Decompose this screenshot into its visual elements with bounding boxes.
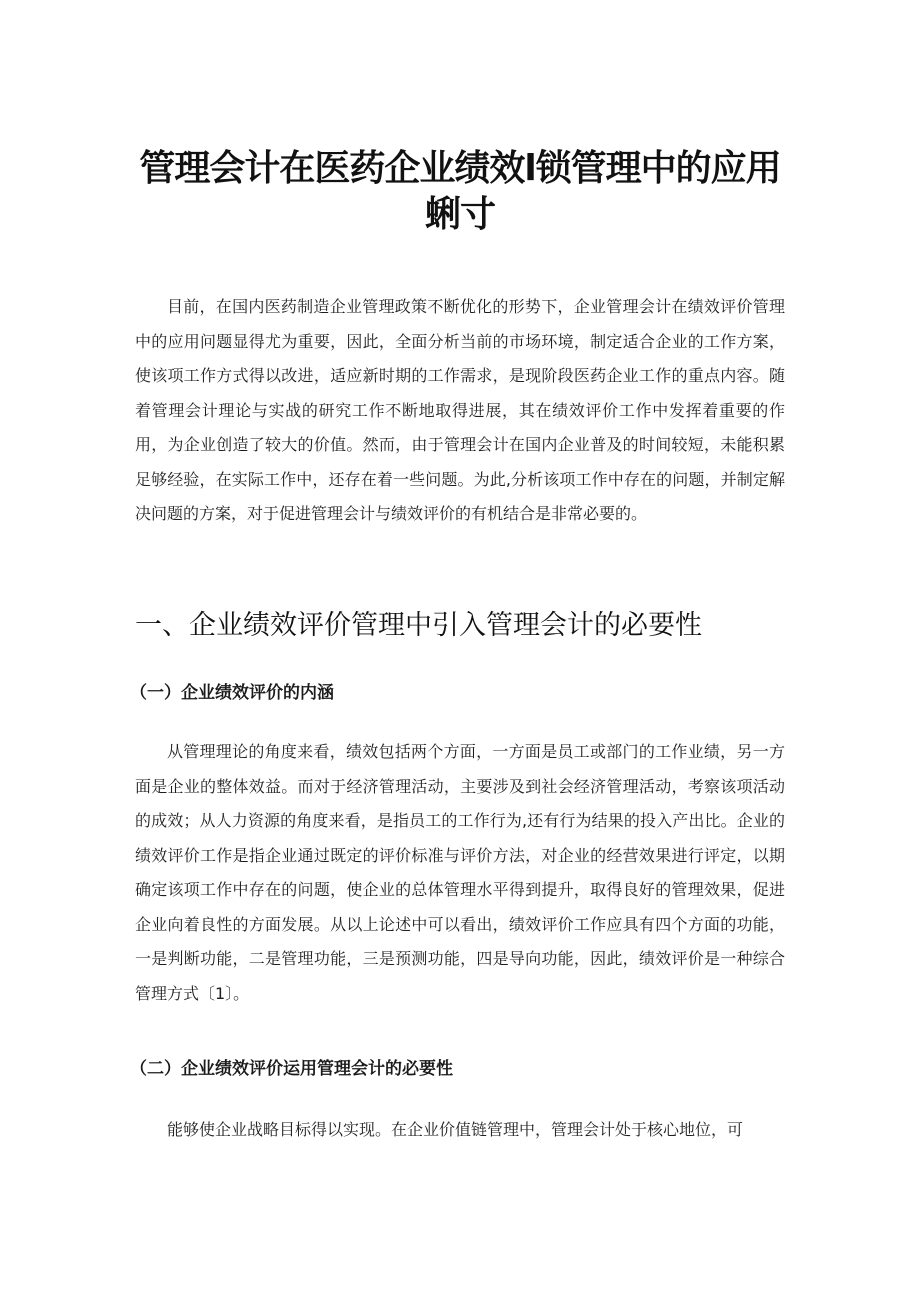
subsection-1-paragraph: 从管理理论的角度来看，绩效包括两个方面，一方面是员工或部门的工作业绩，另一方面是企业的整体效益。而对于经济管理活动，主要涉及到社会经济管理活动，考察该项活动的成效；从人力资源的角度来看，是指员工的工作行为,还有行为结果的投入产出比。企业的绩效评价工作是指企业通过既定的评价标准与评价方法，对企业的经营效果进行评定，以期确定该项工作中存在的问题，使企业的总体管理水平得到提升，取得良好的管理效果，促进企业向着良性的方面发展。从以上论述中可以看出，绩效评价工作应具有四个方面的功能，一是判断功能，二是管理功能，三是预测功能，四是导向功能，因此，绩效评价是一种综合管理方式〔1〕。 (135, 742, 785, 1003)
intro-paragraph: 目前，在国内医药制造企业管理政策不断优化的形势下，企业管理会计在绩效评价管理中的应用问题显得尤为重要，因此，全面分析当前的市场环境，制定适合企业的工作方案，使该项工作方式得以改进，适应新时期的工作需求，是现阶段医药企业工作的重点内容。随着管理会计理论与实战的研究工作不断地取得进展，其在绩效评价工作中发挥着重要的作用，为企业创造了较大的价值。然而，由于管理会计在国内企业普及的时间较短，未能积累足够经验，在实际工作中，还存在着一些问题。为此,分析该项工作中存在的问题，并制定解决问题的方案，对于促进管理会计与绩效评价的有机结合是非常必要的。 (135, 297, 785, 523)
subsection-2-paragraph: 能够使企业战略目标得以实现。在企业价值链管理中，管理会计处于核心地位，可 (167, 1120, 744, 1139)
section-1-heading: 一、企业绩效评价管理中引入管理会计的必要性 (135, 610, 702, 641)
subsection-2-heading: （二）企业绩效评价运用管理会计的必要性 (130, 1059, 453, 1079)
document-title-line-1: 管理会计在医药企业绩效l锁管理中的应用 (139, 148, 781, 189)
subsection-1-heading: （一）企业绩效评价的内涵 (130, 683, 334, 703)
document-title-line-2: 蜊寸 (424, 194, 495, 235)
